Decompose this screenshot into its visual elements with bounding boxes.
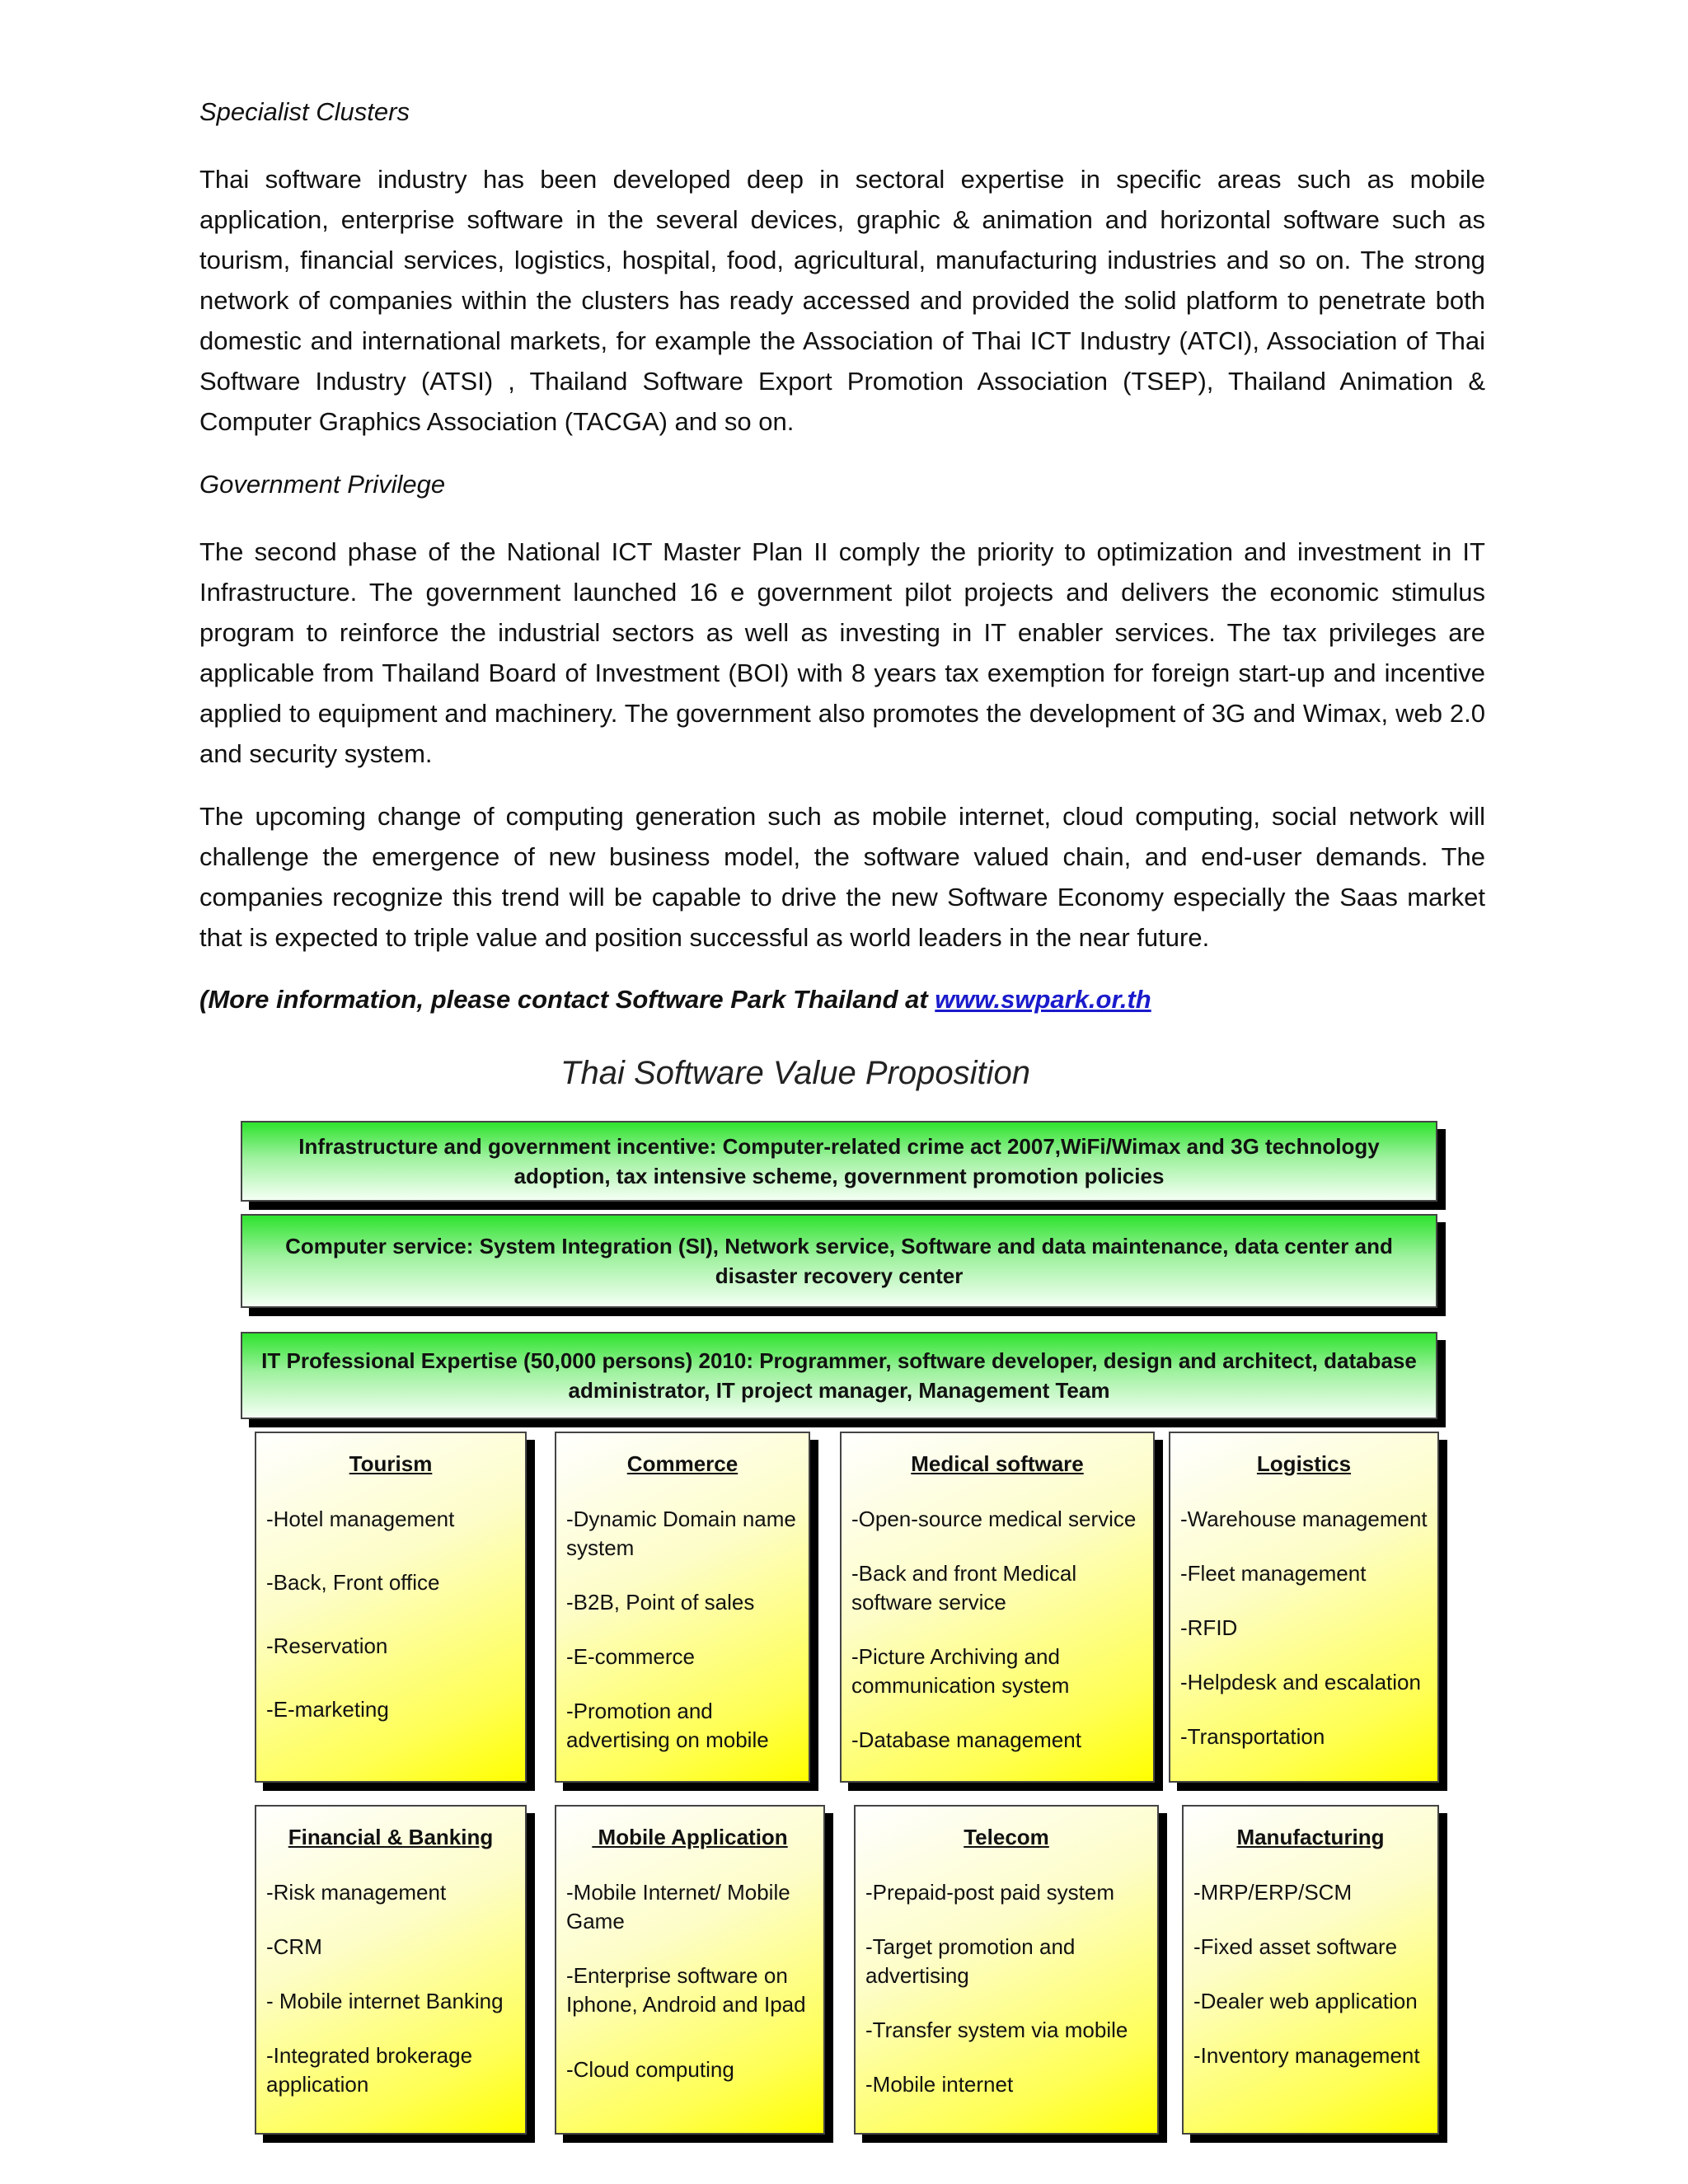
list-item: -Inventory management bbox=[1193, 2043, 1420, 2068]
list-item: -E-commerce bbox=[566, 1644, 696, 1669]
diagram-title: Thai Software Value Proposition bbox=[560, 1055, 1030, 1091]
list-item: -Transportation bbox=[1180, 1724, 1325, 1749]
government-privilege-heading: Government Privilege bbox=[199, 470, 446, 499]
list-item: -Prepaid-post paid system bbox=[865, 1880, 1115, 1905]
list-item: -Integrated brokerage application bbox=[266, 2043, 473, 2097]
list-item: -Target promotion and advertising bbox=[865, 1934, 1076, 1988]
cluster-box-medical-software bbox=[840, 1432, 1155, 1783]
list-item: -Cloud computing bbox=[566, 2057, 734, 2082]
cluster-title: Telecom bbox=[964, 1825, 1049, 1849]
list-item: -CRM bbox=[266, 1934, 322, 1959]
infrastructure-band: Infrastructure and government incentive: Computer-related crime act 2007,WiFi/Wimax and 3G technology adoption, tax intensive scheme, government promotion policies bbox=[241, 1121, 1437, 1202]
government-privilege-paragraph: The second phase of the National ICT Master Plan II comply the priority to optimization and investment in IT Infrastructure. The government launched 16 e government pilot projects and delivers the economic stimulus program to reinforce the industrial sectors as well as investing in IT enabler services. The tax privileges are applicable from Thailand Board of Investment (BOI) with 8 years tax exemption for foreign start-up and incentive applied to equipment and machinery. The government also promotes the development of 3G and Wimax, web 2.0 and security system. bbox=[199, 537, 1485, 768]
cluster-title: Financial & Banking bbox=[288, 1825, 494, 1849]
list-item: -Promotion and advertising on mobile bbox=[566, 1699, 769, 1752]
specialist-clusters-heading: Specialist Clusters bbox=[199, 97, 410, 126]
list-item: -MRP/ERP/SCM bbox=[1193, 1880, 1353, 1905]
cluster-box-mobile-application bbox=[555, 1805, 825, 2135]
cluster-title: Mobile Application bbox=[592, 1825, 788, 1849]
cluster-box-manufacturing bbox=[1182, 1805, 1439, 2135]
list-item: -Back, Front office bbox=[266, 1570, 440, 1595]
contact-text: (More information, please contact Software Park Thailand at bbox=[199, 985, 935, 1014]
cluster-title: Manufacturing bbox=[1236, 1825, 1385, 1849]
cluster-title: Tourism bbox=[349, 1451, 433, 1476]
list-item: -Dealer web application bbox=[1193, 1989, 1418, 2013]
cluster-title: Medical software bbox=[911, 1451, 1084, 1476]
cluster-title: Logistics bbox=[1256, 1451, 1352, 1476]
list-item: - Mobile internet Banking bbox=[266, 1989, 504, 2013]
cluster-box-logistics bbox=[1169, 1432, 1439, 1783]
list-item: -Fleet management bbox=[1180, 1561, 1367, 1586]
list-item: -Dynamic Domain name system bbox=[566, 1507, 796, 1560]
swpark-link[interactable]: www.swpark.or.th bbox=[935, 985, 1151, 1014]
list-item: -Risk management bbox=[266, 1880, 447, 1905]
list-item: -Warehouse management bbox=[1180, 1507, 1428, 1531]
computer-service-band: Computer service: System Integration (SI), Network service, Software and data maintenance, data center and disaster recovery center bbox=[241, 1214, 1437, 1308]
list-item: -Database management bbox=[851, 1727, 1081, 1752]
list-item: -Mobile internet bbox=[865, 2072, 1014, 2097]
list-item: -B2B, Point of sales bbox=[566, 1590, 755, 1615]
list-item: -E-marketing bbox=[266, 1697, 389, 1722]
it-professional-band: IT Professional Expertise (50,000 persons) 2010: Programmer, software developer, design and architect, database administrator, IT project manager, Management Team bbox=[241, 1332, 1437, 1419]
cluster-box-financial-banking bbox=[255, 1805, 527, 2135]
list-item: -Hotel management bbox=[266, 1507, 455, 1531]
list-item: -Enterprise software on Iphone, Android and Ipad bbox=[566, 1963, 806, 2017]
list-item: -Helpdesk and escalation bbox=[1180, 1670, 1421, 1694]
list-item: -Open-source medical service bbox=[851, 1507, 1137, 1531]
contact-line bbox=[199, 985, 1151, 1015]
cluster-box-commerce bbox=[555, 1432, 810, 1783]
list-item: -Transfer system via mobile bbox=[865, 2018, 1128, 2042]
specialist-clusters-paragraph: Thai software industry has been developed deep in sectoral expertise in specific areas such as mobile application, enterprise software in the several devices, graphic & animation and horizontal software such as tourism, financial services, logistics, hospital, food, agricultural, manufacturing industries and so on. The strong network of companies within the clusters has ready accessed and provided the solid platform to penetrate both domestic and international markets, for example the Association of Thai ICT Industry (ATCI), Association of Thai Software Industry (ATSI) , Thailand Software Export Promotion Association (TSEP), Thailand Animation & Computer Graphics Association (TACGA) and so on. bbox=[199, 165, 1485, 436]
list-item: -Fixed asset software bbox=[1193, 1934, 1398, 1959]
list-item: -Back and front Medical software service bbox=[851, 1561, 1077, 1615]
list-item: -Reservation bbox=[266, 1633, 388, 1658]
cluster-title: Commerce bbox=[626, 1451, 738, 1476]
computing-trend-paragraph: The upcoming change of computing generation such as mobile internet, cloud computing, social network will challenge the emergence of new business model, the software valued chain, and end-user demands. The companies recognize this trend will be capable to drive the new Software Economy especially the Saas market that is expected to triple value and position successful as world leaders in the near future. bbox=[199, 802, 1485, 952]
list-item: -Picture Archiving and communication system bbox=[851, 1644, 1070, 1698]
list-item: -Mobile Internet/ Mobile Game bbox=[566, 1880, 790, 1933]
list-item: -RFID bbox=[1180, 1615, 1238, 1640]
cluster-box-telecom bbox=[854, 1805, 1159, 2135]
cluster-box-tourism bbox=[255, 1432, 527, 1783]
